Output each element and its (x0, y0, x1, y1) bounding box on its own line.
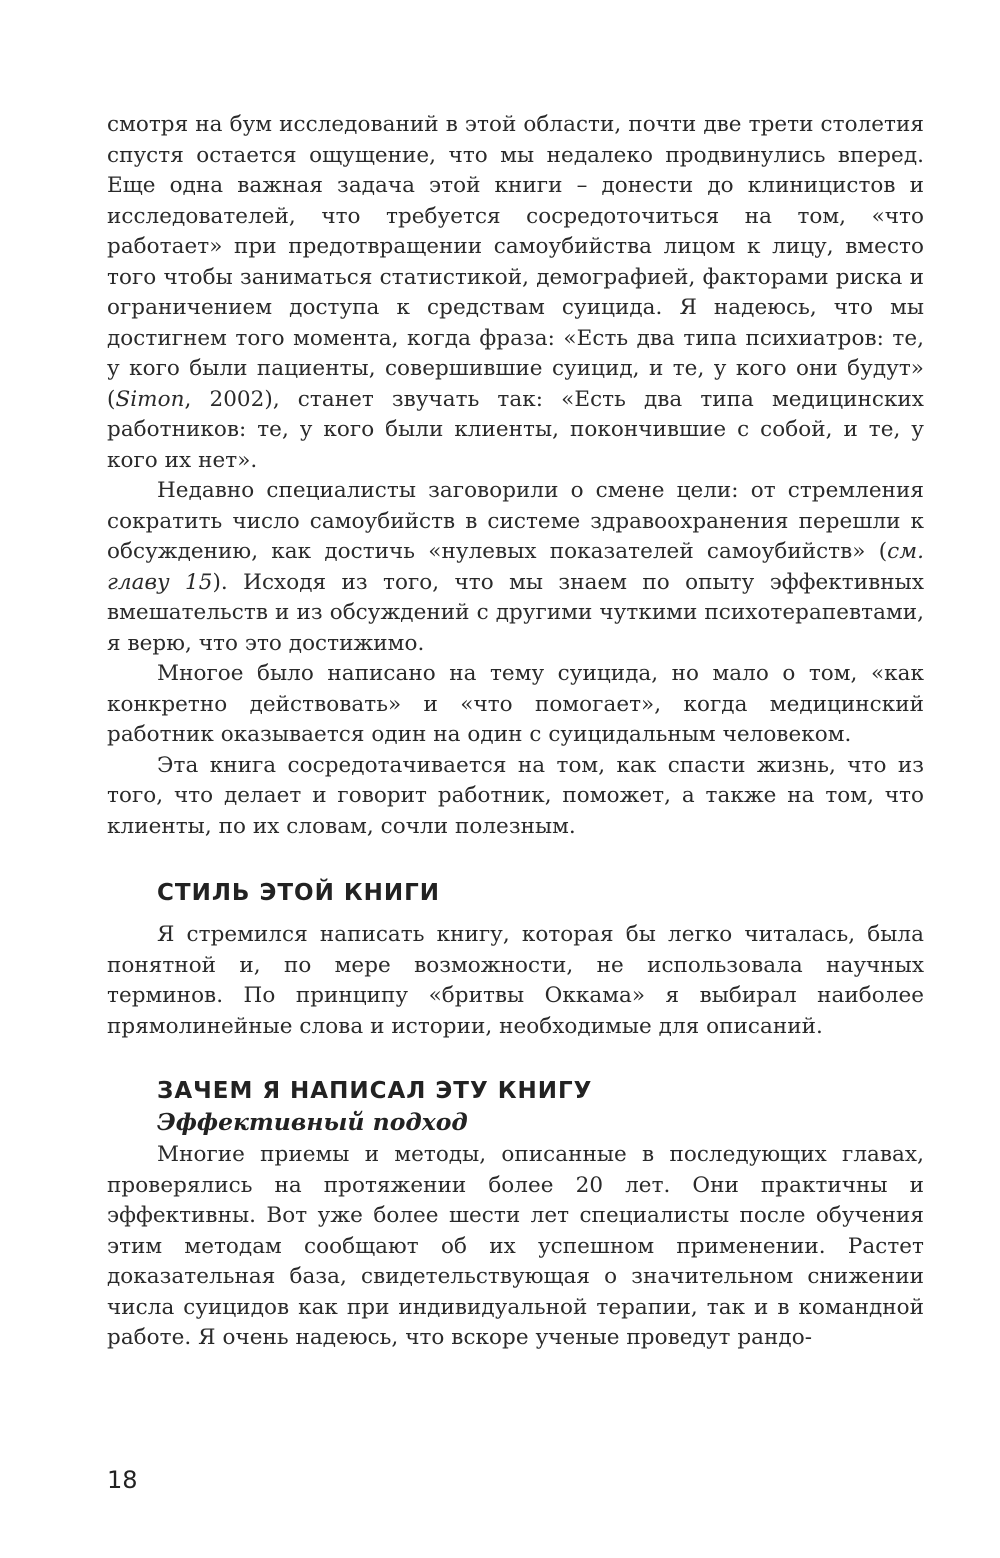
paragraph: Многое было написано на тему суицида, но мало о том, «как конкретно действовать» и «что помогает», когда медицинский работник оказывается один на один с суицидальным человеком. (107, 661, 924, 747)
section-heading-why: ЗАЧЕМ Я НАПИСАЛ ЭТУ КНИГУ (157, 1078, 593, 1104)
subsection-heading: Эффективный подход (157, 1108, 468, 1136)
page-number: 18 (107, 1466, 138, 1494)
paragraph (107, 476, 924, 659)
chapter-reference: см. главу 15 (107, 539, 924, 595)
paragraph: Я стремился написать книгу, которая бы легко читалась, была понятной и, по мере возможности, не использовала научных терминов. По принципу «бритвы Оккама» я выбирал наиболее прямолинейные слова и истории, необходимые для описаний. (107, 922, 924, 1039)
citation-author: Simon (115, 386, 185, 412)
page-body (107, 110, 924, 1354)
paragraph-text: ). Исходя из того, что мы знаем по опыту эффективных вмешательств и из обсуждений с другими чуткими психотерапевтами, я верю, что это достижимо. (107, 569, 924, 656)
paragraph-text: Недавно специалисты заговорили о смене цели: от стремления сократить число самоубийств в системе здравоохранения перешли к обсуждению, как достичь «нулевых показателей самоубийств» ( (107, 478, 924, 564)
paragraph: Эта книга сосредотачивается на том, как спасти жизнь, что из того, что делает и говорит работник, поможет, а также на том, что клиенты, по их словам, сочли полезным. (107, 752, 924, 839)
paragraph (107, 110, 924, 476)
section-heading-style: СТИЛЬ ЭТОЙ КНИГИ (157, 880, 441, 906)
paragraph: Многие приемы и методы, описанные в последующих главах, проверялись на протяжении более 20 лет. Они практичны и эффективны. Вот уже более шести лет специалисты после обучения этим методам сообщают об их успешном применении. Растет доказательная база, свидетельствующая о значительном снижении числа суицидов как при индивидуальной терапии, так и в командной работе. Я очень надеюсь, что вскоре ученые проведут рандо- (107, 1142, 924, 1350)
paragraph-text: , 2002), станет звучать так: «Есть два типа медицинских работников: те, у кого были клиенты, покончившие с собой, и те, у кого их нет». (107, 386, 924, 473)
paragraph-text: смотря на бум исследований в этой области, почти две трети столетия спустя остается ощущение, что мы недалеко продвинулись вперед. Еще одна важная задача этой книги – донести до клиницистов и исследователей, что требуется сосредоточиться на том, «что работает» при предотвращении самоубийства лицом к лицу, вместо того чтобы заниматься статистикой, демографией, факторами риска и ограничением доступа к средствам суицида. Я надеюсь, что мы достигнем того момента, когда фраза: «Есть два типа психиатров: те, у кого были пациенты, совершившие суицид, и те, у кого они будут» ( (107, 112, 924, 412)
